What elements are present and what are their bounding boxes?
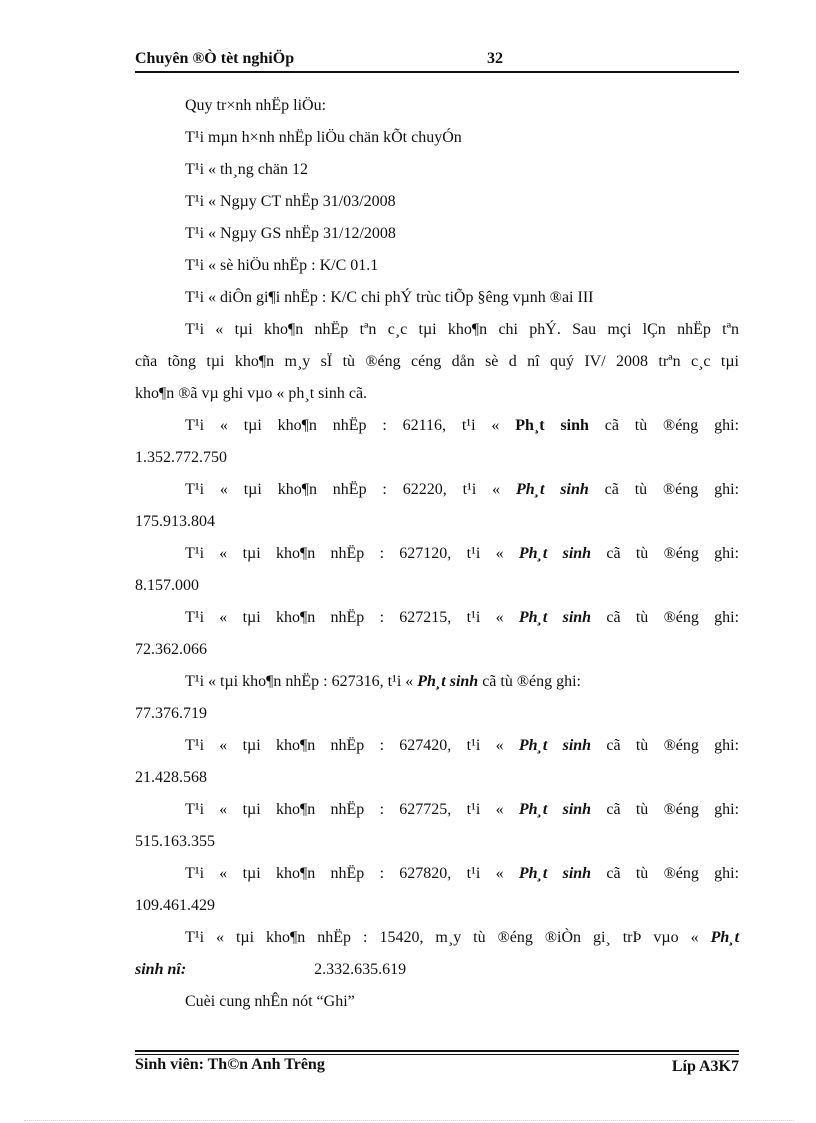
entry-line xyxy=(135,410,739,442)
paragraph-line: T¹i « tµi kho¶n nhËp tªn c¸c tµi kho¶n chi phÝ. Sau mçi lÇn nhËp tªn xyxy=(185,321,739,338)
entry-amount: 8.157.000 xyxy=(135,577,199,594)
entry-amount: 175.913.804 xyxy=(135,513,215,530)
entry-suffix: cã tù ®éng ghi: xyxy=(604,481,740,498)
entry-suffix: cã tù ®éng ghi: xyxy=(482,673,581,690)
entry-amount: 109.461.429 xyxy=(135,897,215,914)
entry-prefix: T¹i « tµi kho¶n nhËp : 627120, t¹i « xyxy=(185,545,504,562)
entry-amount: 72.362.066 xyxy=(135,641,207,658)
entry-prefix: T¹i « tµi kho¶n nhËp : 62220, t¹i « xyxy=(185,481,501,498)
document-title: Chuyên ®Ò tèt nghiÖp xyxy=(135,50,295,67)
entry-emphasis: Ph¸t sinh xyxy=(518,737,592,754)
paragraph: T¹i « Ngµy GS nhËp 31/12/2008 xyxy=(185,225,396,242)
paragraph-line: cña tõng tµi kho¶n m¸y sÏ tù ®éng céng dån sè d nî quý IV/ 2008 trªn c¸c tµi xyxy=(135,353,739,370)
entry-suffix: cã tù ®éng ghi: xyxy=(606,609,740,626)
entry-line xyxy=(135,730,739,762)
page-number: 32 xyxy=(487,50,503,67)
paragraph: T¹i « sè hiÖu nhËp : K/C 01.1 xyxy=(185,257,379,274)
entry-prefix: T¹i « tµi kho¶n nhËp : 15420, m¸y tù ®éng ®iÒn gi¸ trÞ vµo « xyxy=(185,929,699,946)
entry xyxy=(135,602,739,666)
entry-amount: 515.163.355 xyxy=(135,833,215,850)
entry-line xyxy=(135,538,739,570)
entry-suffix: cã tù ®éng ghi: xyxy=(606,545,740,562)
entry-suffix: cã tù ®éng ghi: xyxy=(604,417,740,434)
entry-amount: 77.376.719 xyxy=(135,705,207,722)
student-name: Sinh viên: Th©n Anh Trêng xyxy=(135,1056,325,1073)
entry xyxy=(135,666,739,730)
footer-rule-thin xyxy=(135,1054,739,1055)
entry-prefix: T¹i « tµi kho¶n nhËp : 627316, t¹i « xyxy=(185,673,414,690)
footer-rule xyxy=(135,1050,739,1052)
entry-line xyxy=(135,922,739,954)
entry xyxy=(135,794,739,858)
entry-prefix: T¹i « tµi kho¶n nhËp : 627725, t¹i « xyxy=(185,801,504,818)
entry-prefix: T¹i « tµi kho¶n nhËp : 62116, t¹i « xyxy=(185,417,500,434)
page-edge-divider xyxy=(24,1120,794,1121)
entry-emphasis: Ph¸t sinh xyxy=(518,801,592,818)
page-footer xyxy=(135,1056,739,1078)
entry-emphasis: Ph¸t xyxy=(710,929,740,946)
entry-emphasis: Ph¸t sinh xyxy=(518,609,592,626)
entry xyxy=(135,474,739,538)
page-header xyxy=(135,48,739,70)
entry-line xyxy=(135,954,739,986)
document-body xyxy=(135,90,739,1018)
entry-suffix: cã tù ®éng ghi: xyxy=(606,801,740,818)
entry-emphasis: Ph¸t sinh xyxy=(515,417,589,434)
paragraph: T¹i mµn h×nh nhËp liÖu chän kÕt chuyÓn xyxy=(185,129,462,146)
entry-prefix: T¹i « tµi kho¶n nhËp : 627215, t¹i « xyxy=(185,609,504,626)
entry-emphasis: Ph¸t sinh xyxy=(516,481,589,498)
entry-prefix: T¹i « tµi kho¶n nhËp : 627420, t¹i « xyxy=(185,737,504,754)
entry xyxy=(135,730,739,794)
entry xyxy=(135,538,739,602)
header-rule xyxy=(135,71,739,73)
entry-line xyxy=(135,602,739,634)
final-entry xyxy=(135,922,739,986)
entry-line xyxy=(135,858,739,890)
paragraph: T¹i « th¸ng chän 12 xyxy=(185,161,308,178)
entry-line xyxy=(135,474,739,506)
entry-emphasis: Ph¸t sinh xyxy=(417,673,479,690)
paragraph: T¹i « Ngµy CT nhËp 31/03/2008 xyxy=(185,193,396,210)
entry-line xyxy=(135,794,739,826)
entry-line xyxy=(135,666,739,698)
entry xyxy=(135,858,739,922)
entry-prefix: T¹i « tµi kho¶n nhËp : 627820, t¹i « xyxy=(185,865,504,882)
entry-suffix: cã tù ®éng ghi: xyxy=(606,865,740,882)
entry-amount: 1.352.772.750 xyxy=(135,449,227,466)
entry-emphasis: Ph¸t sinh xyxy=(518,545,592,562)
entry-emphasis: Ph¸t sinh xyxy=(518,865,592,882)
paragraph-line: kho¶n ®ã vµ ghi vµo « ph¸t sinh cã. xyxy=(135,385,368,402)
entry-amount: 2.332.635.619 xyxy=(314,961,407,978)
entry-emphasis: sinh nî: xyxy=(135,961,187,978)
entry xyxy=(135,410,739,474)
class-label: Líp A3K7 xyxy=(671,1058,739,1075)
closing-paragraph: Cuèi cung nhÊn nót “Ghi” xyxy=(185,993,355,1010)
paragraph: Quy tr×nh nhËp liÖu: xyxy=(185,97,327,114)
paragraph: T¹i « diÔn gi¶i nhËp : K/C chi phÝ trùc tiÕp §êng vµnh ®ai III xyxy=(185,289,594,306)
entry-amount: 21.428.568 xyxy=(135,769,207,786)
entry-suffix: cã tù ®éng ghi: xyxy=(606,737,740,754)
